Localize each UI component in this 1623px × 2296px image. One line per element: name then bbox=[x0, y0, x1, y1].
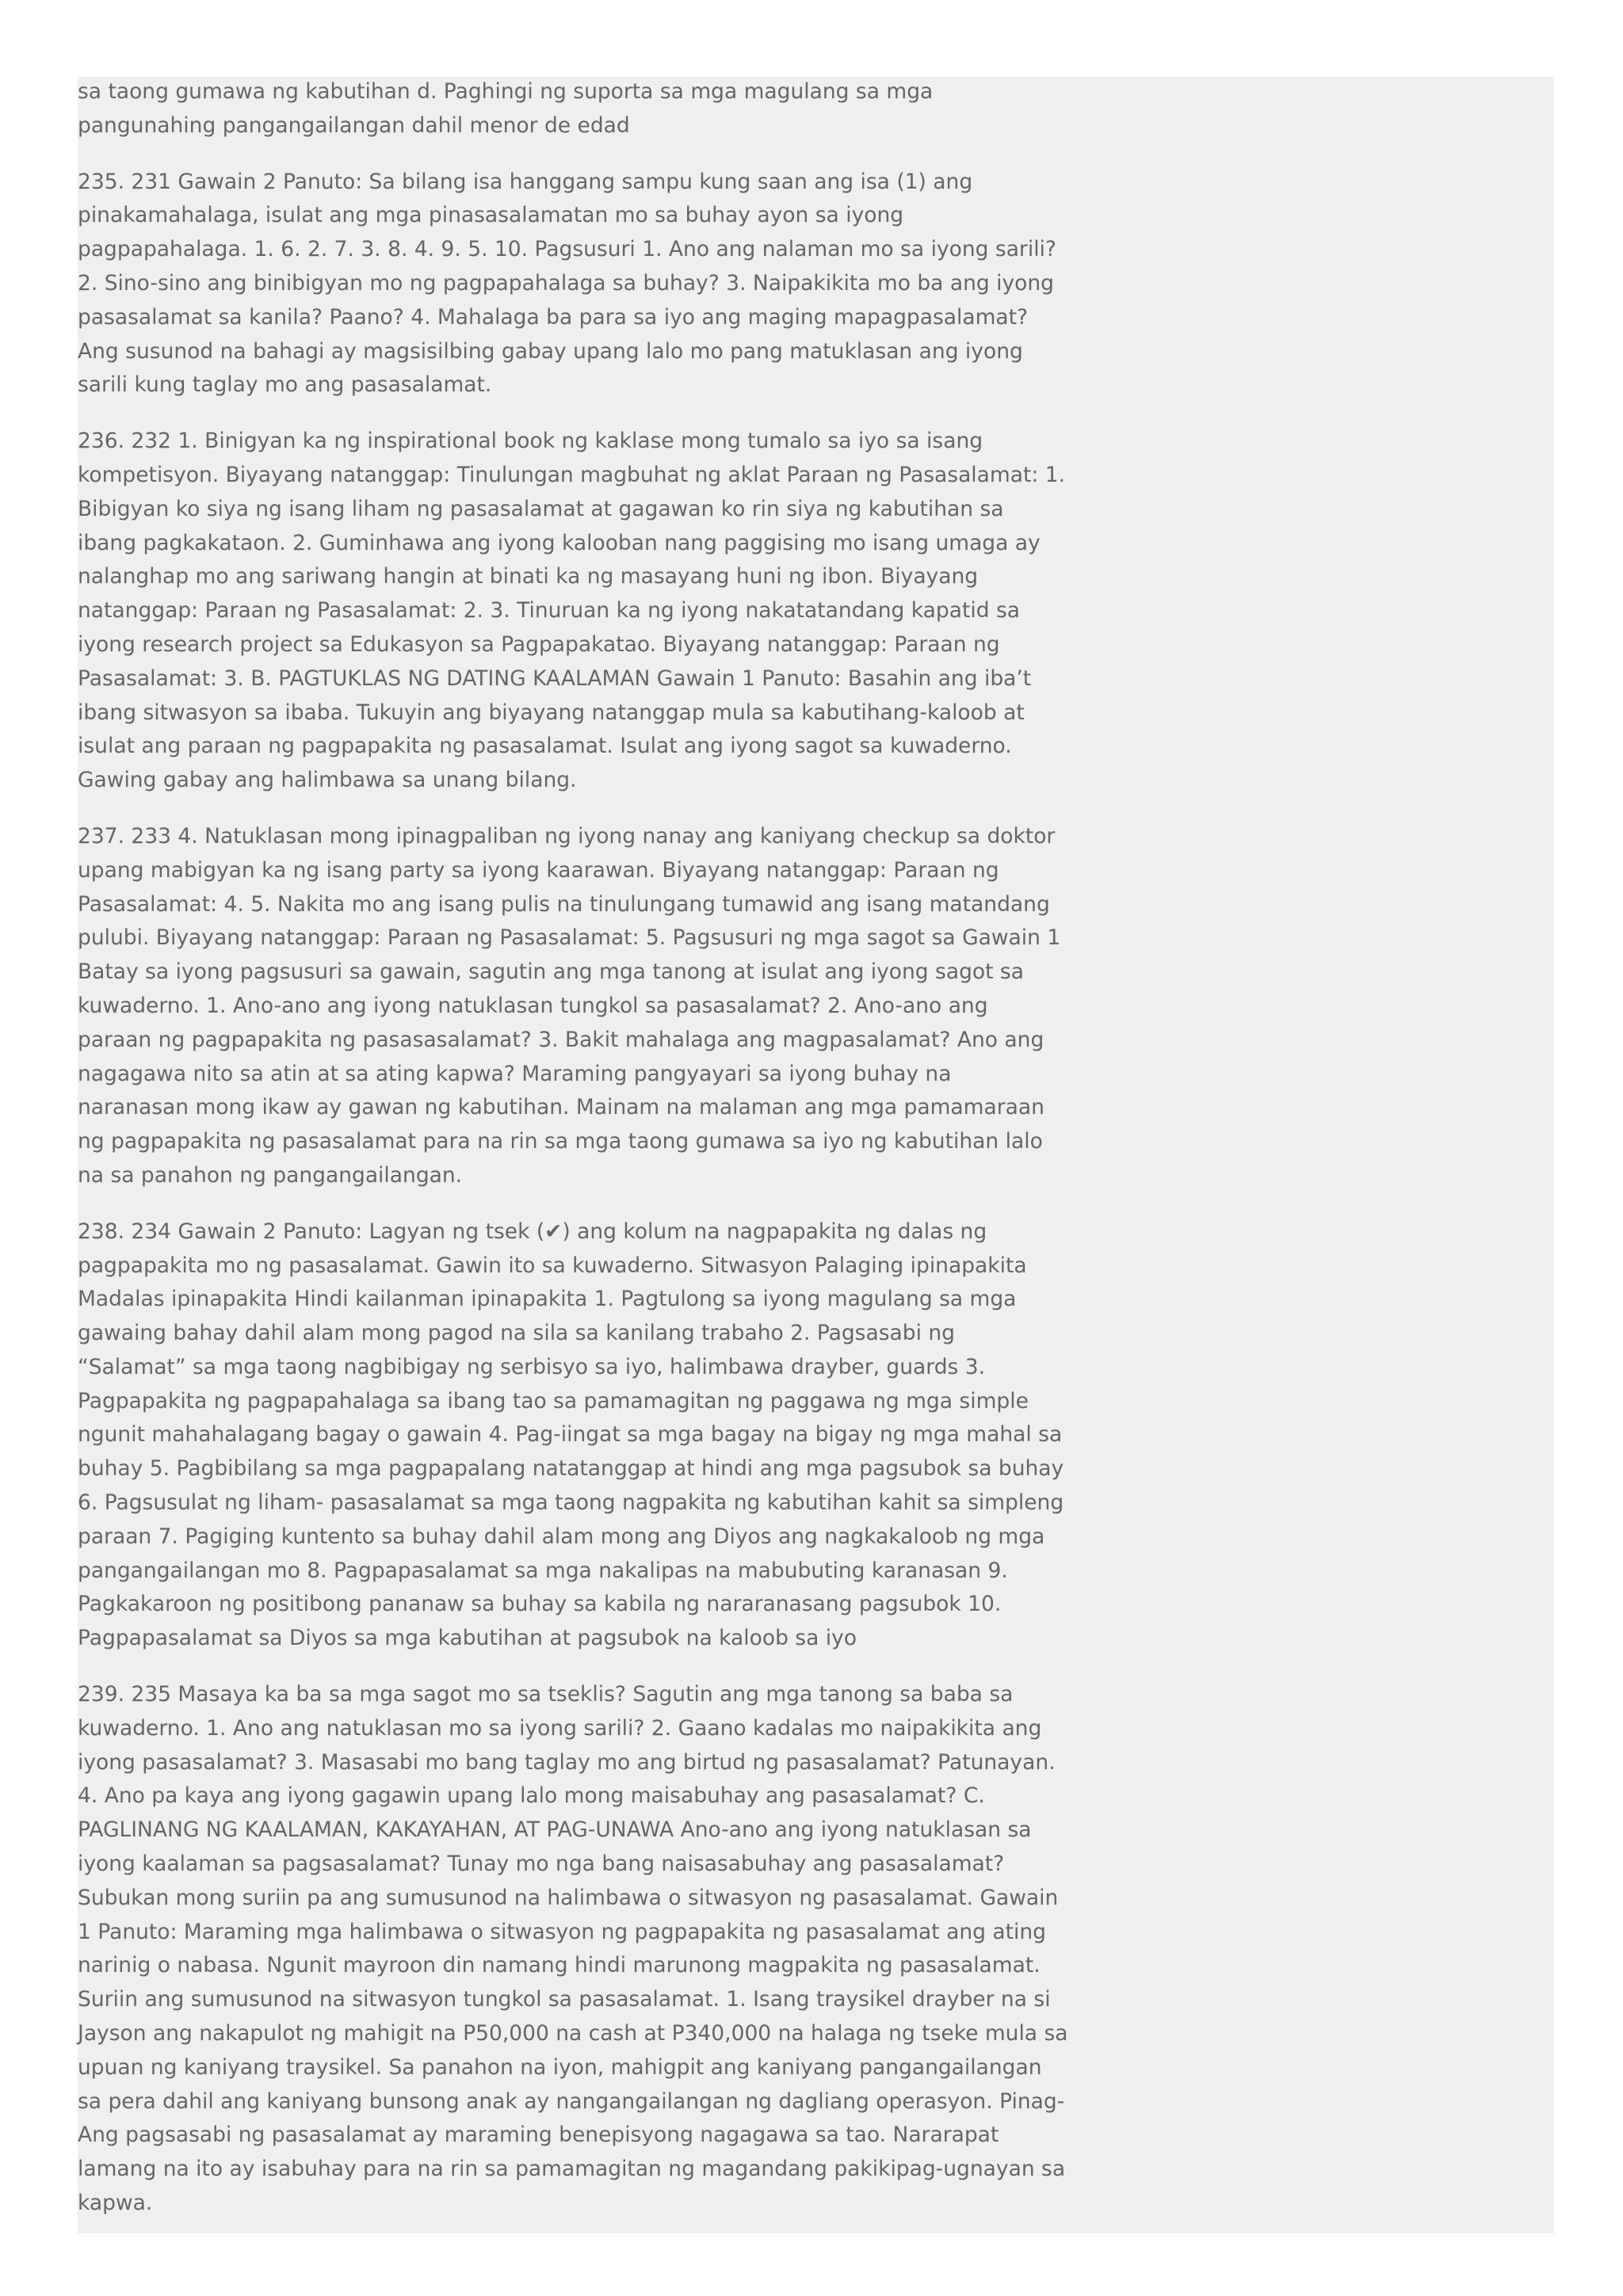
paragraph-239: 239. 235 Masaya ka ba sa mga sagot mo sa tseklis? Sagutin ang mga tanong sa baba sa kuwaderno. 1. Ano ang natuklasan mo sa iyong sarili? 2. Gaano kadalas mo naipakikita ang iyong pasasalamat? 3. Masasabi mo bang taglay mo ang birtud ng pasasalamat? Patunayan. 4. Ano pa kaya ang iyong gagawin upang lalo mong maisabuhay ang pasasalamat? C. PAGLINANG NG KAALAMAN, KAKAYAHAN, AT PAG-UNAWA Ano-ano ang iyong natuklasan sa iyong kaalaman sa pagsasalamat? Tunay mo nga bang naisasabuhay ang pasasalamat? Subukan mong suriin pa ang sumusunod na halimbawa o sitwasyon ng pasasalamat. Gawain 1 Panuto: Maraming mga halimbawa o sitwasyon ng pagpapakita ng pasasalamat ang ating narinig o nabasa. Ngunit mayroon din namang hindi marunong magpakita ng pasasalamat. Suriin ang sumusunod na sitwasyon tungkol sa pasasalamat. 1. Isang traysikel drayber na si Jayson ang nakapulot ng mahigit na P50,000 na cash at P340,000 na halaga ng tseke mula sa upuan ng kaniyang traysikel. Sa panahon na iyon, mahigpit ang kaniyang pangangailangan sa pera dahil ang kaniyang bunsong anak ay nangangailangan ng dagliang operasyon. Pinag- Ang pagsasabi ng pasasalamat ay maraming benepisyong nagagawa sa tao. Nararapat lamang na ito ay isabuhay para na rin sa pamamagitan ng magandang pakikipag-ugnayan sa kapwa. bbox=[78, 1682, 1068, 2216]
paragraph-235: 235. 231 Gawain 2 Panuto: Sa bilang isa hanggang sampu kung saan ang isa (1) ang pinakamahalaga, isulat ang mga pinasasalamatan mo sa buhay ayon sa iyong pagpapahalaga. 1. 6. 2. 7. 3. 8. 4. 9. 5. 10. Pagsusuri 1. Ano ang nalaman mo sa iyong sarili? 2. Sino-sino ang binibigyan mo ng pagpapahalaga sa buhay? 3. Naipakikita mo ba ang iyong pasasalamat sa kanila? Paano? 4. Mahalaga ba para sa iyo ang maging mapagpasalamat? Ang susunod na bahagi ay magsisilbing gabay upang lalo mo pang matuklasan ang iyong sarili kung taglay mo ang pasasalamat. bbox=[78, 169, 1056, 398]
paragraph-intro: sa taong gumawa ng kabutihan d. Paghingi ng suporta sa mga magulang sa mga pangunahing pangangailangan dahil menor de edad bbox=[78, 79, 934, 138]
paragraph-237: 237. 233 4. Natuklasan mong ipinagpaliban ng iyong nanay ang kaniyang checkup sa doktor upang mabigyan ka ng isang party sa iyong kaarawan. Biyayang natanggap: Paraan ng Pasasalamat: 4. 5. Nakita mo ang isang pulis na tinulungang tumawid ang isang matandang pulubi. Biyayang natanggap: Paraan ng Pasasalamat: 5. Pagsusuri ng mga sagot sa Gawain 1 Batay sa iyong pagsusuri sa gawain, sagutin ang mga tanong at isulat ang iyong sagot sa kuwaderno. 1. Ano-ano ang iyong natuklasan tungkol sa pasasalamat? 2. Ano-ano ang paraan ng pagpapakita ng pasasasalamat? 3. Bakit mahalaga ang magpasalamat? Ano ang nagagawa nito sa atin at sa ating kapwa? Maraming pangyayari sa iyong buhay na naranasan mong ikaw ay gawan ng kabutihan. Mainam na malaman ang mga pamamaraan ng pagpapakita ng pasasalamat para na rin sa mga taong gumawa sa iyo ng kabutihan lalo na sa panahon ng pangangailangan. bbox=[78, 823, 1061, 1188]
document-page bbox=[78, 77, 1554, 2233]
document-body bbox=[78, 75, 1068, 2221]
paragraph-238: 238. 234 Gawain 2 Panuto: Lagyan ng tsek (✔) ang kolum na nagpapakita ng dalas ng pagpapakita mo ng pasasalamat. Gawin ito sa kuwaderno. Sitwasyon Palaging ipinapakita Madalas ipinapakita Hindi kailanman ipinapakita 1. Pagtulong sa iyong magulang sa mga gawaing bahay dahil alam mong pagod na sila sa kanilang trabaho 2. Pagsasabi ng “Salamat” sa mga taong nagbibigay ng serbisyo sa iyo, halimbawa drayber, guards 3. Pagpapakita ng pagpapahalaga sa ibang tao sa pamamagitan ng paggawa ng mga simple ngunit mahahalagang bagay o gawain 4. Pag-iingat sa mga bagay na bigay ng mga mahal sa buhay 5. Pagbibilang sa mga pagpapalang natatanggap at hindi ang mga pagsubok sa buhay 6. Pagsusulat ng liham- pasasalamat sa mga taong nagpakita ng kabutihan kahit sa simpleng paraan 7. Pagiging kuntento sa buhay dahil alam mong ang Diyos ang nagkakaloob ng mga pangangailangan mo 8. Pagpapasalamat sa mga nakalipas na mabubuting karanasan 9. Pagkakaroon ng positibong pananaw sa buhay sa kabila ng nararanasang pagsubok 10. Pagpapasalamat sa Diyos sa mga kabutihan at pagsubok na kaloob sa iyo bbox=[78, 1219, 1064, 1651]
paragraph-236: 236. 232 1. Binigyan ka ng inspirational book ng kaklase mong tumalo sa iyo sa isang kompetisyon. Biyayang natanggap: Tinulungan magbuhat ng aklat Paraan ng Pasasalamat: 1. Bibigyan ko siya ng isang liham ng pasasalamat at gagawan ko rin siya ng kabutihan sa ibang pagkakataon. 2. Guminhawa ang iyong kalooban nang paggising mo isang umaga ay nalanghap mo ang sariwang hangin at binati ka ng masayang huni ng ibon. Biyayang natanggap: Paraan ng Pasasalamat: 2. 3. Tinuruan ka ng iyong nakatatandang kapatid sa iyong research project sa Edukasyon sa Pagpapakatao. Biyayang natanggap: Paraan ng Pasasalamat: 3. B. PAGTUKLAS NG DATING KAALAMAN Gawain 1 Panuto: Basahin ang iba’t ibang sitwasyon sa ibaba. Tukuyin ang biyayang natanggap mula sa kabutihang-kaloob at isulat ang paraan ng pagpapakita ng pasasalamat. Isulat ang iyong sagot sa kuwaderno. Gawing gabay ang halimbawa sa unang bilang. bbox=[78, 429, 1065, 793]
